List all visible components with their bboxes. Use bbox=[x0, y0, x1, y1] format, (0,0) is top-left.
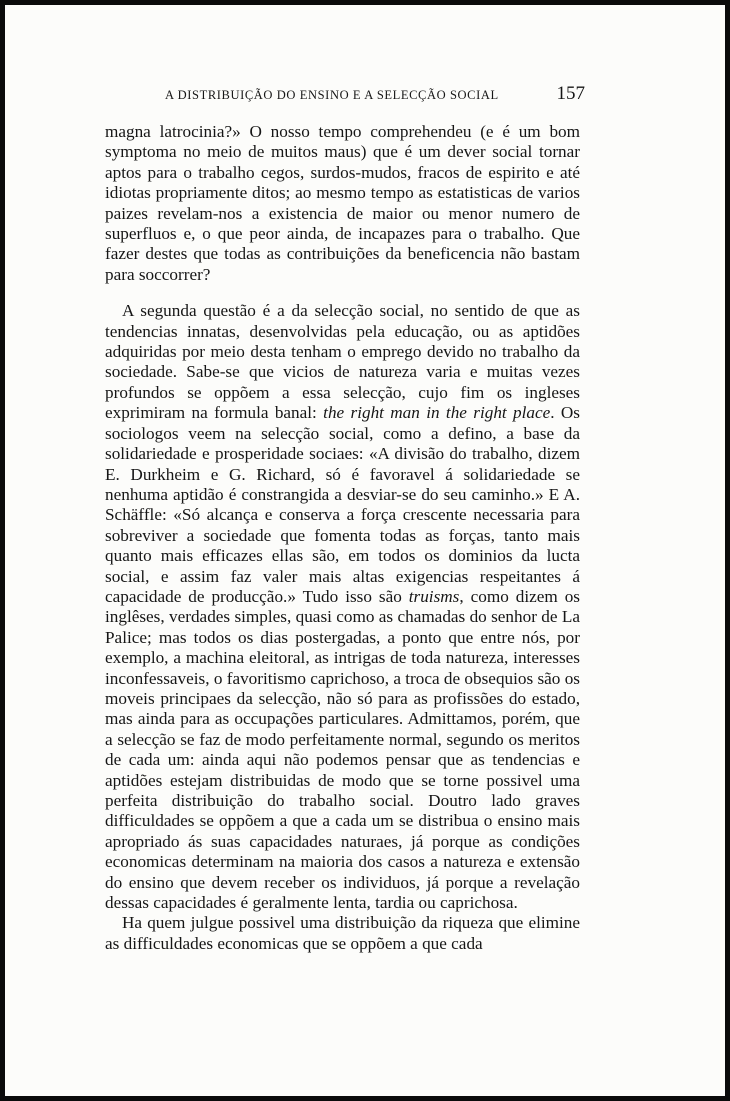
paragraph-continuation: magna latrocinia?» O nosso tempo comprehendeu (e é um bom symptoma no meio de muitos maus) que é um dever social tornar aptos para o trabalho cegos, surdos-mudos, fracos de espirito e até idiotas propriamente ditos; ao mesmo tempo as estatisticas de varios paizes revelam-nos a existencia de maior ou menor numero de superfluos e, o que peor ainda, de incapazes para o trabalho. Que fazer destes que todas as contribuições da beneficencia não bastam para soccorrer? bbox=[105, 122, 580, 284]
paragraph-text: A segunda questão é a da selecção social, no sentido de que as tendencias innatas, desenvolvidas pela educação, ou as aptidões adquiridas por meio desta tenham o emprego devido no trabalho da sociedade. Sabe-se que vicios de natureza varia e muitas vezes profundos se oppõem a essa selecção, cujo fim os ingleses exprimiram na formula banal: bbox=[105, 301, 580, 423]
running-head bbox=[165, 83, 585, 105]
paragraph-selection bbox=[105, 301, 580, 913]
body-text bbox=[105, 122, 580, 954]
paragraph-wealth: Ha quem julgue possivel uma distribuição da riqueza que elimine as difficuldades economicas que se oppõem a que cada bbox=[105, 913, 580, 953]
italic-phrase-right-man: the right man in the right place bbox=[323, 403, 551, 423]
paragraph-text: , como dizem os inglêses, verdades simples, quasi como as chamadas do senhor de La Palice; mas todos os dias postergadas, a ponto que entre nós, por exemplo, a machina eleitoral, as intrigas de toda natureza, interesses inconfessaveis, o favoritismo caprichoso, a troca de obsequios são os moveis principaes da selecção, não só para as profissões do estado, mas ainda para as occupações particulares. Admittamos, porém, que a selecção se faz de modo perfeitamente normal, segundo os meritos de cada um: ainda aqui não podemos pensar que as tendencias e aptidões estejam distribuidas de modo que se torne possivel uma perfeita distribuição do trabalho social. Doutro lado graves difficuldades se oppõem a que a cada um se distribua o ensino mais apropriado ás suas capacidades naturaes, já porque as condições economicas determinam na maioria dos casos a natureza e extensão do ensino que devem receber os individuos, já porque a revelação dessas capacidades é geralmente lenta, tardia ou caprichosa. bbox=[105, 586, 580, 913]
page-number: 157 bbox=[556, 83, 585, 104]
italic-word-truisms: truisms bbox=[408, 586, 460, 606]
paragraph-text: . Os sociologos veem na selecção social, como a defino, a base da solidariedade e prosperidade sociaes: «A divisão do trabalho, dizem E. Durkheim e G. Richard, só é favoravel á solidariedade se nenhuma aptidão é constrangida a desviar-se do seu caminho.» E A. Schäffle: «Só alcança e conserva a força crescente necessaria para sobreviver a sociedade que fomenta todas as forças, tanto mais quanto mais efficazes ellas são, em todos os dominios da lucta social, e assim faz valer mais altas exigencias respeitantes á capacidade de producção.» Tudo isso são bbox=[105, 403, 580, 606]
running-title: A DISTRIBUIÇÃO DO ENSINO E A SELECÇÃO SOCIAL bbox=[165, 88, 499, 102]
